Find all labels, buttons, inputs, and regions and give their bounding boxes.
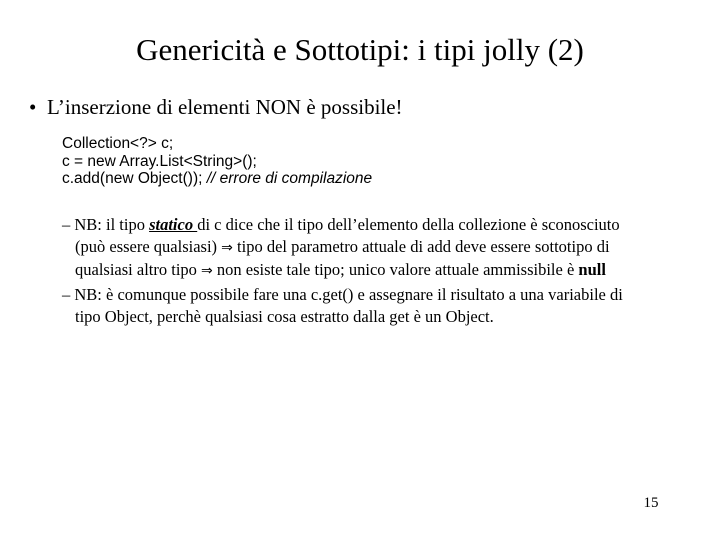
note-get	[62, 284, 702, 328]
page-number: 15	[643, 495, 659, 511]
note1-line2	[62, 236, 702, 259]
note1-line1	[62, 214, 702, 236]
bullet-text: L’inserzione di elementi NON è possibile!	[47, 95, 403, 119]
note1-line3-start: qualsiasi altro tipo	[75, 260, 202, 279]
implies-arrow-icon: ⇒	[201, 263, 213, 279]
note1-line3-mid: non esiste tale tipo; unico valore attuale ammissibile è	[212, 260, 579, 279]
note1-line3	[62, 259, 702, 282]
code-line-3	[62, 170, 372, 188]
note2-line2: tipo Object, perchè qualsiasi cosa estratto dalla get è un Object.	[75, 307, 494, 326]
note2-line1: – NB: è comunque possibile fare una c.get() e assegnare il risultato a una variabile di	[62, 285, 623, 304]
implies-arrow-icon: ⇒	[221, 240, 233, 256]
note1-line1-end: di c dice che il tipo dell’elemento della collezione è sconosciuto	[197, 215, 620, 234]
note-static-type	[62, 214, 702, 282]
bullet-marker: •	[29, 95, 37, 119]
note1-line2-end: tipo del parametro attuale di add deve essere sottotipo di	[232, 237, 610, 256]
note1-line2-start: (può essere qualsiasi)	[75, 237, 222, 256]
code-block	[62, 135, 372, 188]
code-line-3-code: c.add(new Object());	[62, 170, 207, 187]
main-bullet	[29, 94, 403, 120]
null-keyword: null	[578, 260, 606, 279]
code-comment: // errore di compilazione	[206, 170, 373, 187]
code-line-2: c = new Array.List<String>();	[62, 152, 257, 170]
statico-emphasis: statico	[149, 215, 198, 234]
slide-title: Genericità e Sottotipi: i tipi jolly (2)	[136, 32, 584, 67]
note1-line1-start: – NB: il tipo	[62, 215, 150, 234]
code-line-1: Collection<?> c;	[62, 135, 174, 152]
